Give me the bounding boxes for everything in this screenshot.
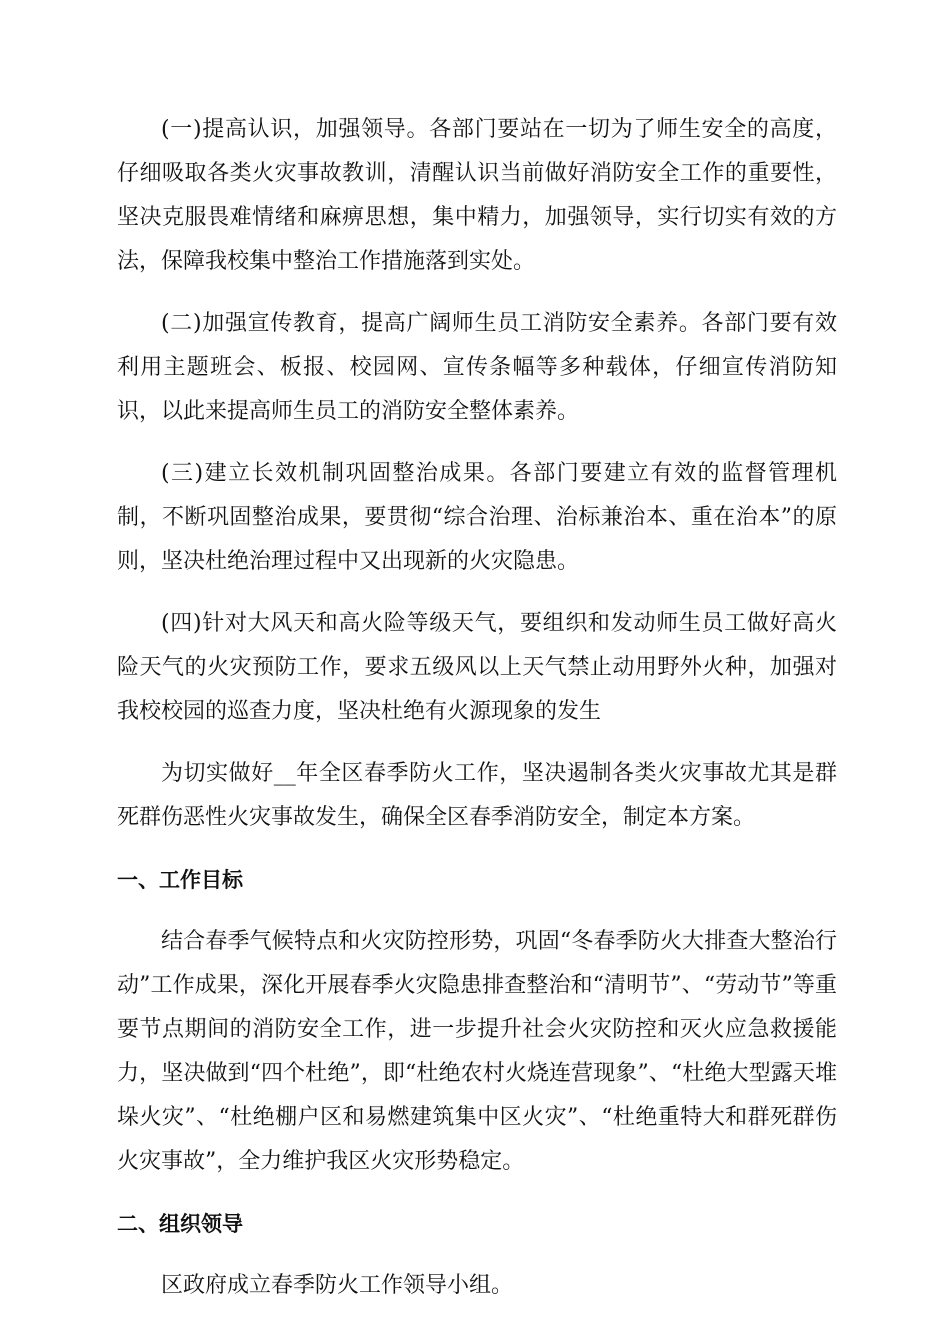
section-heading-work-goals: 一、工作目标 <box>117 868 243 892</box>
paragraph-organization: 区政府成立春季防火工作领导小组。 <box>161 1273 514 1298</box>
paragraph-high-fire-risk-weather: (四)针对大风天和高火险等级天气，要组织和发动师生员工做好高火险天气的火灾预防工作，要求五级风以上天气禁止动用野外火种，加强对我校校园的巡查力度，坚决杜绝有火源现象的发生 <box>117 611 837 724</box>
paragraph-raise-awareness: (一)提高认识，加强领导。各部门要站在一切为了师生安全的高度，仔细吸取各类火灾事故教训，清醒认识当前做好消防安全工作的重要性，坚决克服畏难情绪和麻痹思想，集中精力，加强领导，实行切实有效的方法，保障我校集中整治工作措施落到实处。 <box>117 117 837 274</box>
paragraph-work-goals: 结合春季气候特点和火灾防控形势，巩固“冬春季防火大排查大整治行动”工作成果，深化开展春季火灾隐患排查整治和“清明节”、“劳动节”等重要节点期间的消防安全工作，进一步提升社会火灾防控和灭火应急救援能力，坚决做到“四个杜绝”，即“杜绝农村火烧连营现象”、“杜绝大型露天堆垛火灾”、“杜绝棚户区和易燃建筑集中区火灾”、“杜绝重特大和群死群伤火灾事故”，全力维护我区火灾形势稳定。 <box>117 929 837 1174</box>
paragraph-publicity-education: (二)加强宣传教育，提高广阔师生员工消防安全素养。各部门要有效利用主题班会、板报、校园网、宣传条幅等多种载体，仔细宣传消防知识，以此来提高师生员工的消防安全整体素养。 <box>117 311 837 424</box>
section-heading-organization: 二、组织领导 <box>117 1212 243 1236</box>
paragraph-plan-purpose: 为切实做好__年全区春季防火工作，坚决遏制各类火灾事故尤其是群死群伤恶性火灾事故发生，确保全区春季消防安全，制定本方案。 <box>117 761 837 830</box>
paragraph-long-term-mechanism: (三)建立长效机制巩固整治成果。各部门要建立有效的监督管理机制，不断巩固整治成果，要贯彻“综合治理、治标兼治本、重在治本”的原则，坚决杜绝治理过程中又出现新的火灾隐患。 <box>117 461 837 574</box>
document-body <box>117 108 837 1308</box>
